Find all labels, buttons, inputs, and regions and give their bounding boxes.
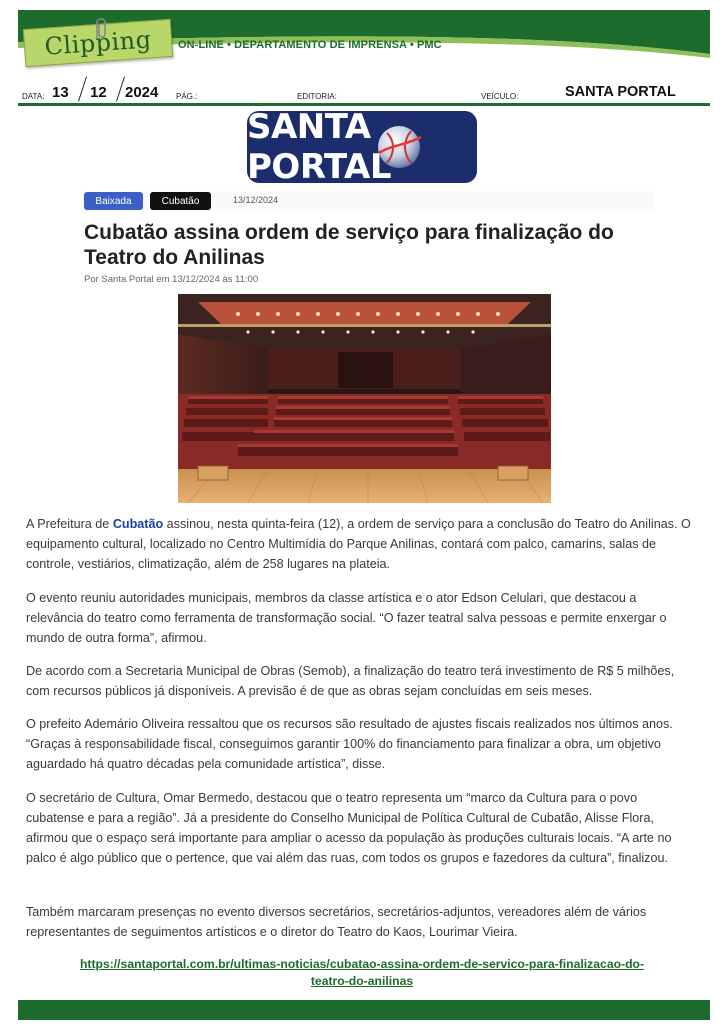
footer-band	[18, 1000, 710, 1020]
date-separator	[78, 76, 87, 101]
date-month: 12	[90, 84, 107, 101]
veiculo-label: VEÍCULO:	[481, 92, 519, 101]
article-date: 13/12/2024	[233, 195, 279, 205]
paragraph-4: O prefeito Ademário Oliveira ressaltou que os recursos são resultado de ajustes fiscais realizados nos últimos anos. “Graças à responsabilidade fiscal, conseguimos garantir 100% do financiamento para finalizar a obra, um objetivo aguardado há quatro décadas pela comunidade artística”, disse.	[26, 717, 673, 771]
paragraph-1-lead: A Prefeitura de	[26, 517, 113, 531]
department-label: ON-LINE • DEPARTAMENTO DE IMPRENSA • PMC	[178, 39, 442, 51]
paperclip-icon	[92, 18, 110, 40]
paragraph-6: Também marcaram presenças no evento diversos secretários, secretários-adjuntos, vereadores além de vários representantes de seguimentos artísticos e o diretor do Teatro do Kaos, Lourimar Vieira.	[26, 905, 647, 939]
paragraph-5: O secretário de Cultura, Omar Bermedo, destacou que o teatro representa um “marco da Cultura para o povo cubatense e para a região”. Já a presidente do Conselho Municipal de Política Cultural de Cubatão, Alisse Flora, afirmou que o espaço será importante para ampliar o acesso da população às produções culturais locais. “A arte no palco é algo público que o pertence, que vai além das ruas, com todos os grupos e fazedores da cultura”, finalizou.	[26, 791, 672, 865]
paragraph-1-rest: assinou, nesta quinta-feira (12), a ordem de serviço para a conclusão do Teatro do Anilinas. O equipamento cultural, localizado no Centro Multimídia do Parque Anilinas, contará com palco, camarins, salas de controle, vestiários, climatização, além de 258 lugares na plateia.	[26, 517, 691, 571]
source-link-line-1[interactable]: https://santaportal.com.br/ultimas-noticias/cubatao-assina-ordem-de-servico-para-finalizacao-do-	[79, 957, 645, 971]
paragraph-3: De acordo com a Secretaria Municipal de Obras (Semob), a finalização do teatro terá investimento de R$ 5 milhões, com recursos públicos já disponíveis. A previsão é de que as obras sejam concluídas em seis meses.	[26, 664, 675, 698]
page-label: PÁG.:	[176, 92, 198, 101]
clipping-label: Clipping	[43, 25, 153, 61]
theater-photo	[178, 294, 551, 503]
paragraph-2: O evento reuniu autoridades municipais, membros da classe artística e o ator Edson Celulari, que destacou a relevância do teatro como ferramenta de transformação social. “O fazer teatral salva pessoas e permite enxergar o mundo de outra forma”, afirmou.	[26, 591, 667, 645]
source-link[interactable]	[30, 956, 694, 990]
santa-portal-logo	[247, 111, 477, 183]
cubatao-link[interactable]: Cubatão	[112, 517, 164, 531]
veiculo-value: SANTA PORTAL	[565, 84, 676, 100]
editoria-label: EDITORIA:	[297, 92, 337, 101]
date-separator	[116, 76, 125, 101]
article-byline: Por Santa Portal em 13/12/2024 às 11:00	[84, 274, 259, 285]
source-link-line-2[interactable]: teatro-do-anilinas	[310, 974, 414, 988]
data-label: DATA:	[22, 92, 45, 101]
tag-cubatao[interactable]: Cubatão	[150, 192, 211, 210]
tag-baixada[interactable]: Baixada	[84, 192, 143, 210]
date-year: 2024	[125, 84, 159, 101]
meta-divider	[18, 103, 710, 106]
article-title: Cubatão assina ordem de serviço para finalização do Teatro do Anilinas	[84, 221, 614, 269]
date-day: 13	[52, 84, 69, 101]
paragraph-1	[26, 514, 696, 574]
logo-text: SANTA PORTAL	[247, 111, 392, 183]
